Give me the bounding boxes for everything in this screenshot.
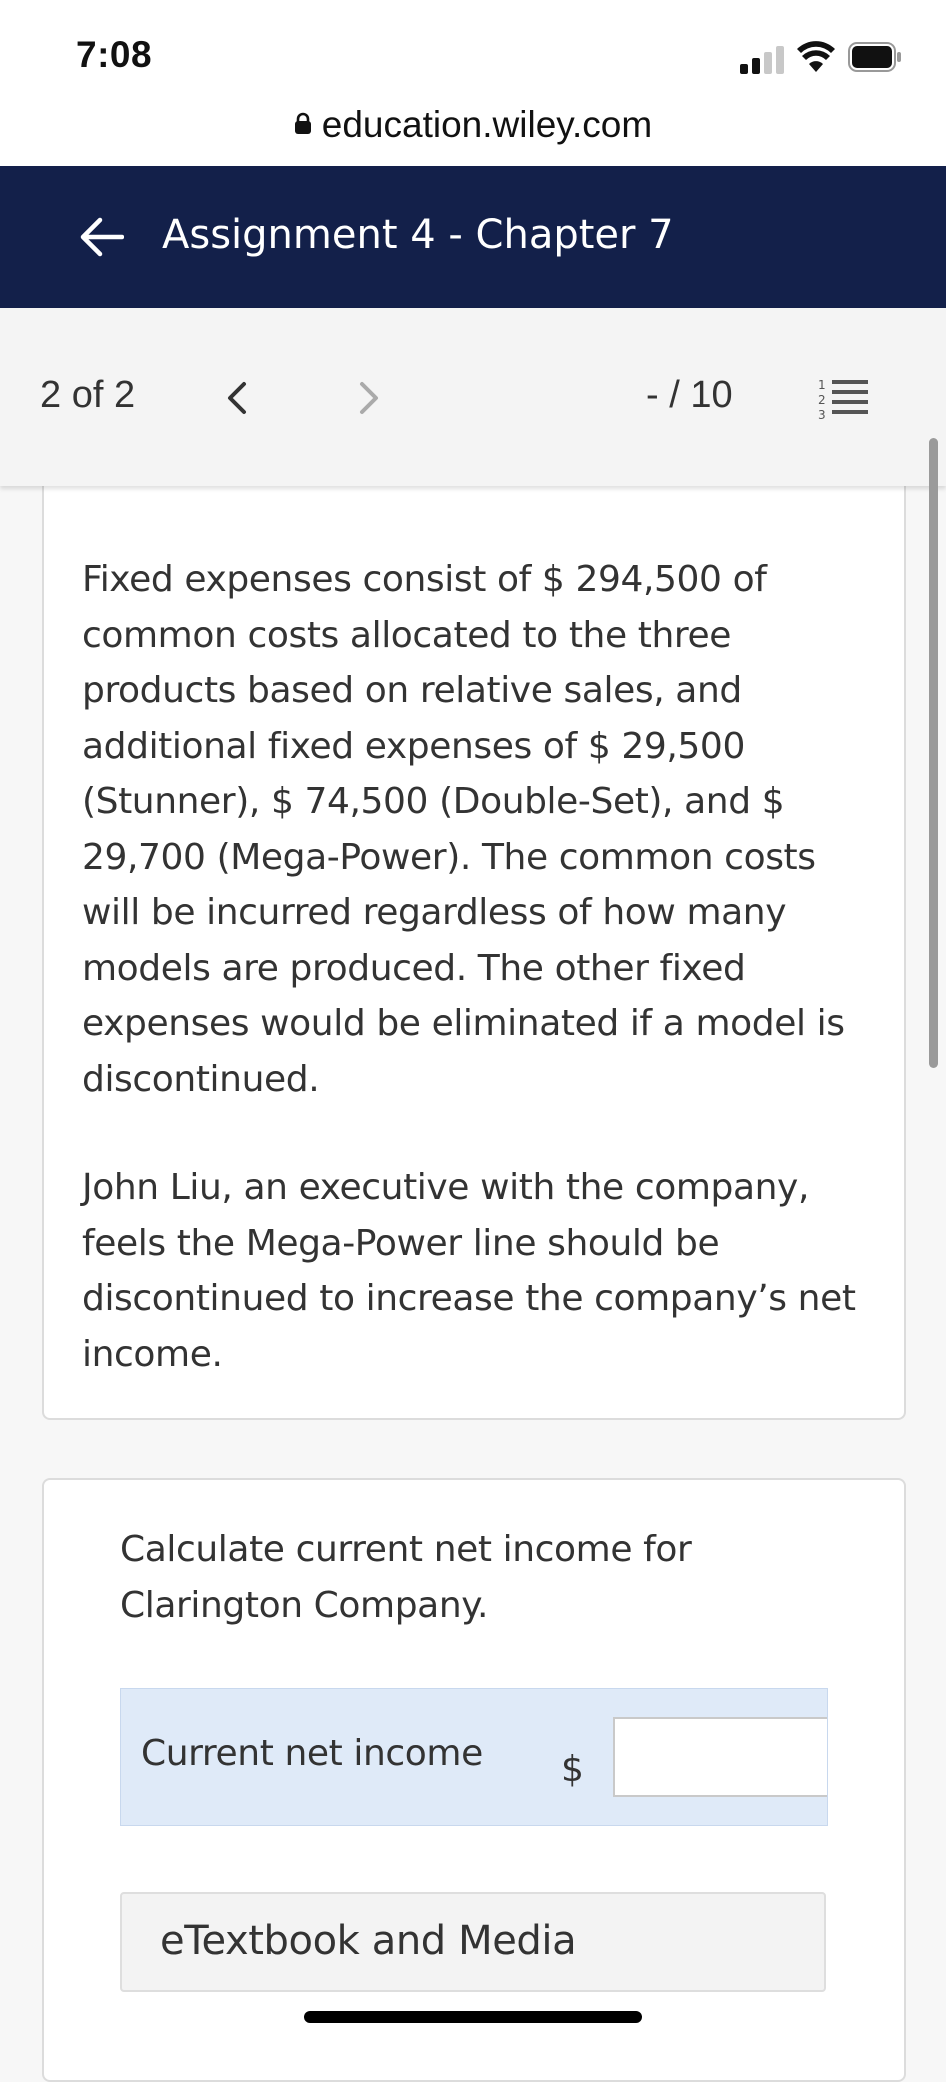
answer-label: Current net income [141,1733,483,1774]
scrollbar[interactable] [929,438,938,1068]
question-position: 2 of 2 [40,374,136,416]
status-bar [0,0,946,110]
url-bar[interactable] [0,100,946,166]
arrow-left-icon[interactable] [78,216,124,258]
net-income-input[interactable] [613,1717,827,1797]
svg-text:1: 1 [818,378,826,392]
home-indicator[interactable] [304,2011,642,2023]
wifi-icon [797,40,835,74]
part-prompt: Calculate current net income for Clarington Company. [120,1529,692,1626]
question-part-card [42,1478,906,2082]
svg-text:3: 3 [818,408,826,422]
numbered-list-icon[interactable] [818,376,870,422]
question-score: - / 10 [646,374,733,416]
battery-icon [848,42,902,72]
svg-text:2: 2 [818,393,826,407]
question-paragraph: John Liu, an executive with the company, feels the Mega-Power line should be discontinued to increase the company’s net income. [82,1167,856,1375]
chevron-right-icon[interactable] [354,378,384,418]
cellular-signal-icon [740,44,786,74]
app-header [0,166,946,308]
question-paragraph: Fixed expenses consist of $ 294,500 of common costs allocated to the three products based on relative sales, and additional fixed expenses of $ 29,500 (Stunner), $ 74,500 (Double-Set), and $ 29,700 (Mega-Power). The common costs will be incurred regardless of how many models are produced. The other fixed expenses would be eliminated if a model is discontinued. [82,559,845,1100]
answer-row [120,1688,828,1826]
chevron-left-icon[interactable] [222,378,252,418]
etextbook-media-button[interactable] [120,1892,826,1992]
question-card [42,440,906,1420]
question-pager [0,308,946,486]
currency-symbol: $ [561,1749,584,1790]
url-text: education.wiley.com [321,104,653,145]
etextbook-media-label: eTextbook and Media [160,1918,577,1964]
status-time: 7:08 [76,34,153,75]
lock-icon [294,112,312,134]
page-title: Assignment 4 - Chapter 7 [162,212,674,258]
